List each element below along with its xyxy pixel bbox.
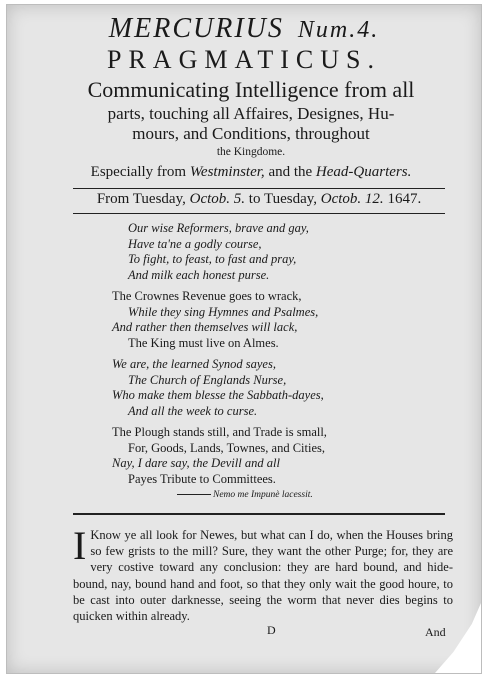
- verse-stanza-1: [112, 221, 309, 283]
- verse-line: And all the week to curse.: [128, 403, 258, 418]
- verse-line: The Church of Englands Nurse,: [128, 372, 287, 387]
- verse-stanza-3: [112, 357, 324, 419]
- verse-line: We are, the learned Synod sayes,: [112, 357, 276, 371]
- verse-line: Payes Tribute to Committees.: [128, 471, 276, 486]
- verse-line: Our wise Reformers, brave and gay,: [128, 221, 309, 235]
- dateline-year: 1647.: [387, 191, 422, 207]
- subtitle-line-1: Communicating Intelligence from all: [87, 77, 415, 102]
- prose-text: Know ye all look for Newes, but what can I do, when the Houses bring so few grists to the mill? Sure, they want the other Purge; for, they are very costive toward any conclusion: they are hard bound, and hide-bound, nay, bound hand and foot, so that they only wait the good houre, to be cast into outer darknesse, seeing the worm that never dies begins to quicken within already.: [73, 528, 453, 624]
- verse-line: For, Goods, Lands, Townes, and Cities,: [128, 440, 325, 455]
- dateline-from: From Tuesday,: [96, 191, 186, 207]
- especially-place-1: Westminster,: [189, 164, 265, 180]
- verse-stanza-2: [112, 289, 318, 351]
- dateline-rule-top: [73, 188, 445, 189]
- motto-text: Nemo me Impunè lacessit.: [213, 490, 313, 500]
- newsbook-page: [6, 4, 482, 674]
- section-rule: [73, 513, 445, 515]
- motto-dash: [177, 494, 211, 495]
- masthead-title-1: MERCURIUS: [108, 13, 284, 44]
- issue-number: Num.4.: [297, 17, 380, 43]
- dateline-rule-bottom: [73, 213, 445, 214]
- especially-place-2: Head-Quarters.: [315, 164, 412, 180]
- verse-line: To fight, to feast, to fast and pray,: [128, 252, 297, 266]
- masthead-line-1: [7, 13, 481, 45]
- especially-prefix: Especially from: [90, 164, 187, 180]
- especially-line: [31, 164, 471, 181]
- verse-line: Nay, I dare say, the Devill and all: [112, 456, 280, 470]
- verse-line: The Crownes Revenue goes to wrack,: [112, 289, 302, 303]
- drop-capital: I: [73, 523, 87, 568]
- verse-line: While they sing Hymnes and Psalmes,: [128, 304, 319, 319]
- verse-line: Who make them blesse the Sabbath-dayes,: [112, 388, 324, 402]
- dateline-to: to Tuesday,: [248, 191, 318, 207]
- verse-line: Have ta'ne a godly course,: [128, 236, 262, 251]
- verse-stanza-4: [112, 425, 327, 487]
- verse-line: The Plough stands still, and Trade is small,: [112, 425, 327, 439]
- subtitle-line-2: parts, touching all Affaires, Designes, Hu-: [107, 104, 395, 123]
- verse-line: And milk each honest purse.: [128, 267, 270, 282]
- masthead-title-2: PRAGMATICUS.: [107, 45, 381, 74]
- signature-mark: D: [267, 623, 276, 637]
- subtitle-line-4: the Kingdome.: [216, 146, 286, 158]
- verse-line: And rather then themselves will lack,: [112, 320, 298, 334]
- motto: [177, 490, 313, 500]
- dateline: [73, 191, 445, 208]
- subtitle-line-3: mours, and Conditions, throughout: [132, 124, 370, 143]
- prose-paragraph: [73, 523, 453, 624]
- catchword: And: [425, 625, 446, 639]
- especially-mid: and the: [268, 164, 313, 180]
- dateline-date-2: Octob. 12.: [320, 191, 384, 207]
- verse-line: The King must live on Almes.: [128, 335, 279, 350]
- subtitle-body: [31, 104, 471, 144]
- dateline-date-1: Octob. 5.: [189, 191, 246, 207]
